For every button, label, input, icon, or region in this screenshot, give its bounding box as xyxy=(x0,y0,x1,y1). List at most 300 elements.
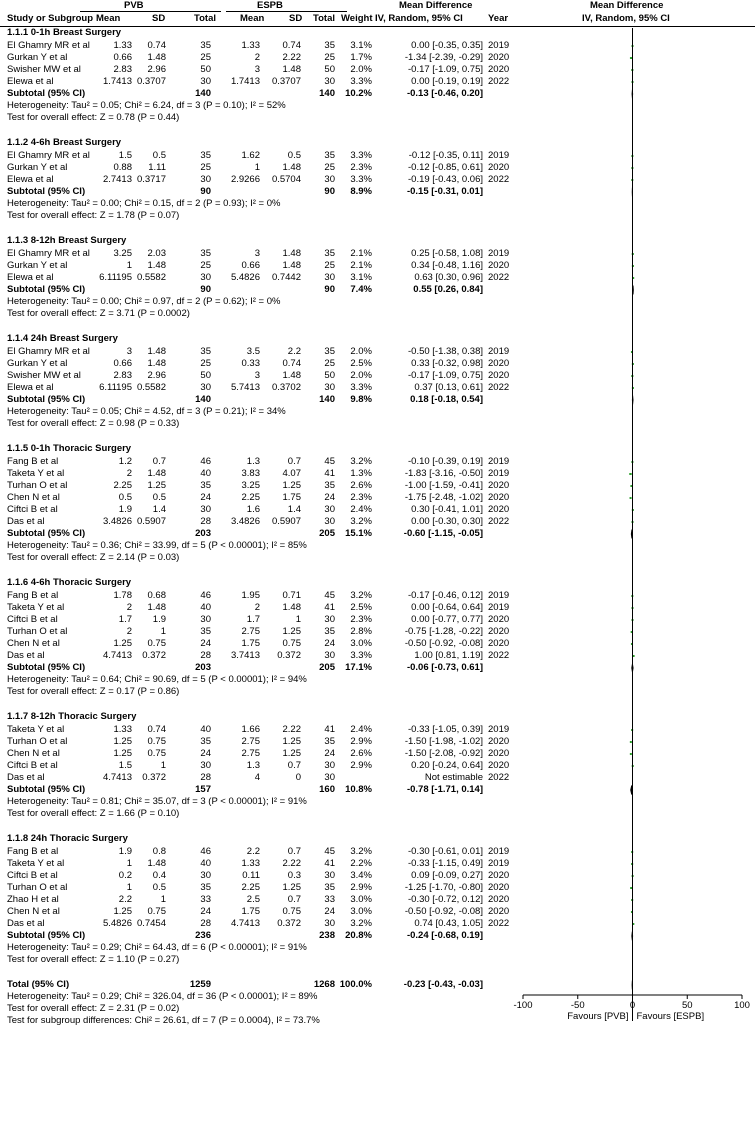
cell-n2: 30 xyxy=(324,614,335,625)
cell-w: 2.9% xyxy=(350,760,372,771)
cell-sd1: 0.5582 xyxy=(136,382,166,393)
cell-n1: 25 xyxy=(200,162,211,173)
cell-study: Turhan O et al xyxy=(7,736,68,747)
cell-m2: 4 xyxy=(254,772,260,783)
cell-w: 2.6% xyxy=(350,748,372,759)
cell-n1: 1259 xyxy=(189,979,211,990)
cell-study: Elewa et al xyxy=(7,382,54,393)
cell-sd2: 0.3 xyxy=(287,870,301,881)
cell-n1: 35 xyxy=(200,736,211,747)
cell-m1: 2.25 xyxy=(113,480,132,491)
cell-year: 2020 xyxy=(488,882,510,893)
cell-m2: 2.25 xyxy=(241,492,260,503)
cell-n1: 24 xyxy=(200,906,211,917)
cell-w: 2.1% xyxy=(350,260,372,271)
cell-study: Gurkan Y et al xyxy=(7,260,68,271)
overall-effect-note xyxy=(0,552,755,564)
cell-m1: 2.83 xyxy=(113,64,132,75)
cell-study: Ciftci B et al xyxy=(7,870,58,881)
cell-n2: 41 xyxy=(324,602,335,613)
cell-w: 3.2% xyxy=(350,846,372,857)
overall-effect-note xyxy=(0,308,755,320)
cell-m2: 3.4826 xyxy=(230,516,260,527)
subgroup-title xyxy=(0,137,755,150)
subgroup-block xyxy=(0,833,755,979)
cell-n2: 35 xyxy=(324,882,335,893)
subgroup-title xyxy=(0,27,755,40)
note-text: Test for overall effect: Z = 0.98 (P = 0.33) xyxy=(7,418,180,429)
cell-year: 2019 xyxy=(488,248,510,259)
cell-n2: 45 xyxy=(324,456,335,467)
cell-sd1: 0.7 xyxy=(152,456,166,467)
cell-m2: 3 xyxy=(254,248,260,259)
cell-ci: -0.50 [-1.38, 0.38] xyxy=(408,346,483,357)
cell-sd1: 0.4 xyxy=(152,870,166,881)
plot-title-header: Mean Difference xyxy=(590,0,664,11)
note-text: Test for overall effect: Z = 0.78 (P = 0.44) xyxy=(7,112,180,123)
cell-w: 17.1% xyxy=(345,662,372,673)
cell-n2: 25 xyxy=(324,260,335,271)
cell-study: Turhan O et al xyxy=(7,626,68,637)
cell-n1: 203 xyxy=(195,662,211,673)
subgroup-block xyxy=(0,333,755,443)
cell-n1: 30 xyxy=(200,870,211,881)
table-row xyxy=(0,64,755,76)
table-header xyxy=(0,0,755,27)
subtotal-row xyxy=(0,394,755,406)
table-row xyxy=(0,858,755,870)
footer-note xyxy=(0,1003,755,1015)
x-tick-label: 0 xyxy=(629,1000,636,1011)
espb-header-rule xyxy=(226,11,347,12)
cell-w: 7.4% xyxy=(350,284,372,295)
group-spacer xyxy=(0,320,755,333)
cell-year: 2022 xyxy=(488,272,510,283)
cell-sd2: 0.75 xyxy=(282,638,301,649)
heterogeneity-note xyxy=(0,796,755,808)
cell-sd1: 1.48 xyxy=(147,358,166,369)
cell-n2: 25 xyxy=(324,52,335,63)
cell-ci: -0.17 [-0.46, 0.12] xyxy=(408,590,483,601)
cell-w: 20.8% xyxy=(345,930,372,941)
cell-year: 2022 xyxy=(488,516,510,527)
cell-m2: 3.25 xyxy=(241,480,260,491)
cell-label: Subtotal (95% CI) xyxy=(7,186,86,197)
cell-n2: 205 xyxy=(319,662,335,673)
cell-sd1: 1 xyxy=(160,626,166,637)
cell-study: Taketa Y et al xyxy=(7,724,65,735)
weight-header: Weight xyxy=(341,13,373,24)
x-tick-label: 100 xyxy=(734,1000,750,1011)
cell-m2: 1.66 xyxy=(241,724,260,735)
cell-n1: 35 xyxy=(200,248,211,259)
cell-sd1: 1 xyxy=(160,760,166,771)
cell-sd1: 1.48 xyxy=(147,260,166,271)
cell-m1: 6.11195 xyxy=(99,272,132,283)
md-title-header: Mean Difference xyxy=(399,0,473,11)
cell-sd1: 0.68 xyxy=(147,590,166,601)
cell-n1: 40 xyxy=(200,602,211,613)
cell-n1: 90 xyxy=(200,284,211,295)
cell-study: Chen N et al xyxy=(7,906,60,917)
cell-m2: 1.7 xyxy=(246,614,260,625)
cell-year: 2019 xyxy=(488,858,510,869)
cell-label: Subtotal (95% CI) xyxy=(7,528,86,539)
cell-year: 2019 xyxy=(488,468,510,479)
cell-label: Subtotal (95% CI) xyxy=(7,784,86,795)
cell-ci: 0.00 [-0.77, 0.77] xyxy=(411,614,483,625)
pvb-header-rule xyxy=(80,11,221,12)
cell-study: Zhao H et al xyxy=(7,894,59,905)
cell-n1: 90 xyxy=(200,186,211,197)
table-row xyxy=(0,370,755,382)
subgroup-block xyxy=(0,235,755,333)
subgroup-block xyxy=(0,577,755,711)
table-row xyxy=(0,760,755,772)
cell-w: 15.1% xyxy=(345,528,372,539)
table-row xyxy=(0,906,755,918)
cell-m1: 0.2 xyxy=(118,870,132,881)
subgroup-title xyxy=(0,443,755,456)
cell-w: 2.3% xyxy=(350,614,372,625)
cell-n2: 30 xyxy=(324,382,335,393)
cell-ci: -1.50 [-2.08, -0.92] xyxy=(404,748,483,759)
footer-note-text: Test for subgroup differences: Chi² = 26.61, df = 7 (P = 0.0004), I² = 73.7% xyxy=(7,1015,320,1026)
cell-n1: 30 xyxy=(200,382,211,393)
cell-study: Taketa Y et al xyxy=(7,602,65,613)
cell-w: 3.2% xyxy=(350,456,372,467)
x-tick-label: -100 xyxy=(513,1000,533,1011)
cell-n1: 28 xyxy=(200,650,211,661)
cell-year: 2020 xyxy=(488,760,510,771)
cell-sd2: 1.48 xyxy=(282,64,301,75)
cell-m2: 0.33 xyxy=(241,358,260,369)
subgroup-title-text: 1.1.5 0-1h Thoracic Surgery xyxy=(7,443,132,454)
cell-sd2: 1.25 xyxy=(282,736,301,747)
cell-year: 2020 xyxy=(488,480,510,491)
cell-m2: 1.62 xyxy=(241,150,260,161)
cell-m1: 6.11195 xyxy=(99,382,132,393)
cell-n1: 140 xyxy=(195,88,211,99)
table-row xyxy=(0,870,755,882)
cell-study: Gurkan Y et al xyxy=(7,358,68,369)
cell-ci: 0.00 [-0.64, 0.64] xyxy=(411,602,483,613)
cell-m1: 3.4826 xyxy=(102,516,132,527)
cell-n1: 35 xyxy=(200,40,211,51)
subgroup-block xyxy=(0,711,755,833)
cell-year: 2020 xyxy=(488,748,510,759)
table-row xyxy=(0,272,755,284)
cell-w: 2.4% xyxy=(350,724,372,735)
cell-m2: 1.6 xyxy=(246,504,260,515)
cell-study: Elewa et al xyxy=(7,174,54,185)
note-text: Heterogeneity: Tau² = 0.64; Chi² = 90.69, df = 5 (P < 0.00001); I² = 94% xyxy=(7,674,307,685)
cell-study: Elewa et al xyxy=(7,76,54,87)
cell-year: 2020 xyxy=(488,64,510,75)
heterogeneity-note xyxy=(0,198,755,210)
cell-n2: 41 xyxy=(324,724,335,735)
cell-sd1: 0.8 xyxy=(152,846,166,857)
cell-sd1: 0.74 xyxy=(147,40,166,51)
cell-m1: 1.25 xyxy=(113,748,132,759)
cell-study: Ciftci B et al xyxy=(7,760,58,771)
table-row xyxy=(0,882,755,894)
cell-m1: 0.5 xyxy=(118,492,132,503)
cell-ci: -0.30 [-0.61, 0.01] xyxy=(408,846,483,857)
cell-study: Chen N et al xyxy=(7,638,60,649)
heterogeneity-note xyxy=(0,296,755,308)
cell-n2: 35 xyxy=(324,40,335,51)
cell-ci: -1.50 [-1.98, -1.02] xyxy=(404,736,483,747)
cell-sd2: 1.48 xyxy=(282,602,301,613)
cell-m1: 5.4826 xyxy=(102,918,132,929)
cell-n1: 35 xyxy=(200,480,211,491)
cell-w: 3.0% xyxy=(350,638,372,649)
subtotal-row xyxy=(0,930,755,942)
cell-m1: 1.9 xyxy=(118,846,132,857)
cell-m2: 2.25 xyxy=(241,882,260,893)
cell-n2: 1268 xyxy=(313,979,335,990)
cell-w: 10.2% xyxy=(345,88,372,99)
cell-n2: 35 xyxy=(324,480,335,491)
cell-m2: 1 xyxy=(254,162,260,173)
cell-sd1: 0.5 xyxy=(152,150,166,161)
cell-ci: -0.24 [-0.68, 0.19] xyxy=(406,930,483,941)
cell-n1: 35 xyxy=(200,882,211,893)
cell-m1: 2.7413 xyxy=(102,174,132,185)
cell-study: Fang B et al xyxy=(7,456,59,467)
cell-sd1: 1.48 xyxy=(147,602,166,613)
cell-sd1: 1.4 xyxy=(152,504,166,515)
cell-ci: -0.13 [-0.46, 0.20] xyxy=(406,88,483,99)
cell-ci: -0.33 [-1.15, 0.49] xyxy=(408,858,483,869)
cell-year: 2020 xyxy=(488,162,510,173)
cell-m2: 3 xyxy=(254,370,260,381)
table-row xyxy=(0,480,755,492)
cell-sd2: 2.2 xyxy=(287,346,301,357)
table-row xyxy=(0,894,755,906)
note-text: Heterogeneity: Tau² = 0.36; Chi² = 33.99, df = 5 (P < 0.00001); I² = 85% xyxy=(7,540,307,551)
cell-n1: 40 xyxy=(200,468,211,479)
table-row xyxy=(0,516,755,528)
cell-ci: -0.33 [-1.05, 0.39] xyxy=(408,724,483,735)
cell-n2: 30 xyxy=(324,516,335,527)
cell-m2: 3.83 xyxy=(241,468,260,479)
cell-w: 3.2% xyxy=(350,590,372,601)
cell-sd1: 0.75 xyxy=(147,638,166,649)
mean-espb-header: Mean xyxy=(240,13,265,24)
cell-m2: 2.9266 xyxy=(230,174,260,185)
heterogeneity-note xyxy=(0,540,755,552)
cell-sd1: 0.7454 xyxy=(136,918,166,929)
cell-m2: 1.3 xyxy=(246,456,260,467)
cell-w: 2.4% xyxy=(350,504,372,515)
cell-label: Total (95% CI) xyxy=(7,979,70,990)
cell-year: 2022 xyxy=(488,174,510,185)
cell-n2: 45 xyxy=(324,846,335,857)
subgroup-title xyxy=(0,333,755,346)
cell-m2: 0.66 xyxy=(241,260,260,271)
cell-sd2: 4.07 xyxy=(282,468,301,479)
cell-sd2: 1.25 xyxy=(282,882,301,893)
cell-m1: 1.5 xyxy=(118,150,132,161)
cell-ci: 0.37 [0.13, 0.61] xyxy=(414,382,483,393)
table-row xyxy=(0,150,755,162)
cell-sd2: 1.25 xyxy=(282,626,301,637)
cell-study: Swisher MW et al xyxy=(7,64,81,75)
cell-sd1: 2.96 xyxy=(147,64,166,75)
cell-study: Das et al xyxy=(7,918,45,929)
table-row xyxy=(0,260,755,272)
table-row xyxy=(0,76,755,88)
cell-year: 2019 xyxy=(488,602,510,613)
cell-study: Gurkan Y et al xyxy=(7,162,68,173)
cell-w: 3.3% xyxy=(350,76,372,87)
cell-n2: 140 xyxy=(319,394,335,405)
cell-w: 2.5% xyxy=(350,358,372,369)
cell-year: 2020 xyxy=(488,52,510,63)
overall-effect-note xyxy=(0,418,755,430)
cell-sd1: 1.48 xyxy=(147,468,166,479)
cell-year: 2019 xyxy=(488,846,510,857)
cell-m1: 3.25 xyxy=(113,248,132,259)
cell-w: 1.7% xyxy=(350,52,372,63)
note-text: Test for overall effect: Z = 1.66 (P = 0.10) xyxy=(7,808,180,819)
cell-n1: 40 xyxy=(200,724,211,735)
favours-right-label: Favours [ESPB] xyxy=(636,1011,705,1022)
cell-n2: 50 xyxy=(324,64,335,75)
cell-year: 2019 xyxy=(488,724,510,735)
cell-study: Swisher MW et al xyxy=(7,370,81,381)
cell-year: 2020 xyxy=(488,638,510,649)
note-text: Test for overall effect: Z = 1.10 (P = 0.27) xyxy=(7,954,180,965)
subgroup-title xyxy=(0,235,755,248)
footer-note-text: Test for overall effect: Z = 2.31 (P = 0.02) xyxy=(7,1003,180,1014)
cell-ci: 0.30 [-0.41, 1.01] xyxy=(411,504,483,515)
subgroup-title xyxy=(0,577,755,590)
group-spacer xyxy=(0,820,755,833)
cell-ci: -0.17 [-1.09, 0.75] xyxy=(408,370,483,381)
cell-study: Gurkan Y et al xyxy=(7,52,68,63)
cell-w: 3.1% xyxy=(350,40,372,51)
cell-year: 2022 xyxy=(488,772,510,783)
cell-study: Turhan O et al xyxy=(7,480,68,491)
note-text: Heterogeneity: Tau² = 0.81; Chi² = 35.07, df = 3 (P < 0.00001); I² = 91% xyxy=(7,796,307,807)
cell-sd1: 1.48 xyxy=(147,52,166,63)
cell-ci: -0.50 [-0.92, -0.08] xyxy=(404,638,483,649)
cell-sd2: 1 xyxy=(295,614,301,625)
cell-n1: 25 xyxy=(200,52,211,63)
heterogeneity-note xyxy=(0,100,755,112)
group-spacer xyxy=(0,124,755,137)
table-row xyxy=(0,614,755,626)
cell-m1: 0.88 xyxy=(113,162,132,173)
cell-label: Subtotal (95% CI) xyxy=(7,930,86,941)
cell-w: 3.3% xyxy=(350,382,372,393)
cell-m1: 2 xyxy=(126,468,132,479)
cell-ci: -0.19 [-0.43, 0.06] xyxy=(408,174,483,185)
cell-ci: -0.60 [-1.15, -0.05] xyxy=(403,528,483,539)
footer-note xyxy=(0,1015,755,1027)
table-row xyxy=(0,162,755,174)
cell-m1: 1.7 xyxy=(118,614,132,625)
cell-n1: 30 xyxy=(200,174,211,185)
subgroup-title xyxy=(0,833,755,846)
cell-n2: 30 xyxy=(324,76,335,87)
cell-m1: 2.2 xyxy=(118,894,132,905)
cell-w: 3.1% xyxy=(350,272,372,283)
cell-w: 2.9% xyxy=(350,882,372,893)
cell-ci: 0.00 [-0.35, 0.35] xyxy=(411,40,483,51)
cell-year: 2020 xyxy=(488,492,510,503)
cell-ci: -1.25 [-1.70, -0.80] xyxy=(404,882,483,893)
table-row xyxy=(0,602,755,614)
cell-n2: 30 xyxy=(324,272,335,283)
cell-m2: 1.33 xyxy=(241,858,260,869)
cell-sd2: 0.71 xyxy=(282,590,301,601)
cell-n1: 30 xyxy=(200,504,211,515)
table-row xyxy=(0,346,755,358)
cell-sd2: 0.74 xyxy=(282,40,301,51)
cell-sd1: 0.3707 xyxy=(136,76,166,87)
cell-w: 3.3% xyxy=(350,174,372,185)
cell-m2: 3.5 xyxy=(246,346,260,357)
table-row xyxy=(0,736,755,748)
cell-sd1: 1.25 xyxy=(147,480,166,491)
total-row xyxy=(0,979,755,991)
cell-sd1: 0.5 xyxy=(152,882,166,893)
table-row xyxy=(0,456,755,468)
cell-n1: 30 xyxy=(200,760,211,771)
cell-m1: 4.7413 xyxy=(102,772,132,783)
cell-sd1: 0.5907 xyxy=(136,516,166,527)
subgroup-title-text: 1.1.7 8-12h Thoracic Surgery xyxy=(7,711,137,722)
cell-m1: 1 xyxy=(126,882,132,893)
cell-m1: 1.5 xyxy=(118,760,132,771)
cell-ci: -0.15 [-0.31, 0.01] xyxy=(406,186,483,197)
note-text: Test for overall effect: Z = 2.14 (P = 0.03) xyxy=(7,552,180,563)
cell-m2: 2.75 xyxy=(241,736,260,747)
cell-ci: -1.83 [-3.16, -0.50] xyxy=(404,468,483,479)
cell-ci: -0.50 [-0.92, -0.08] xyxy=(404,906,483,917)
subgroup-title-text: 1.1.3 8-12h Breast Surgery xyxy=(7,235,127,246)
cell-sd1: 1.48 xyxy=(147,346,166,357)
cell-year: 2020 xyxy=(488,906,510,917)
cell-n2: 41 xyxy=(324,858,335,869)
cell-w: 10.8% xyxy=(345,784,372,795)
x-tick-label: 50 xyxy=(681,1000,693,1011)
cell-sd1: 1.9 xyxy=(152,614,166,625)
cell-study: El Ghamry MR et al xyxy=(7,346,90,357)
subgroup-title-text: 1.1.1 0-1h Breast Surgery xyxy=(7,27,122,38)
note-text: Heterogeneity: Tau² = 0.05; Chi² = 6.24, df = 3 (P = 0.10); I² = 52% xyxy=(7,100,286,111)
cell-sd2: 0 xyxy=(295,772,301,783)
cell-label: Subtotal (95% CI) xyxy=(7,394,86,405)
md-sub-header: IV, Random, 95% CI xyxy=(375,13,463,24)
cell-sd2: 2.22 xyxy=(282,52,301,63)
cell-m1: 1.33 xyxy=(113,724,132,735)
espb-group-header: ESPB xyxy=(257,0,283,11)
cell-n2: 24 xyxy=(324,906,335,917)
cell-sd1: 1.48 xyxy=(147,858,166,869)
cell-n2: 41 xyxy=(324,468,335,479)
subgroup-block xyxy=(0,27,755,137)
cell-year: 2020 xyxy=(488,358,510,369)
cell-study: Das et al xyxy=(7,516,45,527)
sd-espb-header: SD xyxy=(289,13,303,24)
cell-m1: 1.25 xyxy=(113,638,132,649)
cell-n2: 35 xyxy=(324,248,335,259)
